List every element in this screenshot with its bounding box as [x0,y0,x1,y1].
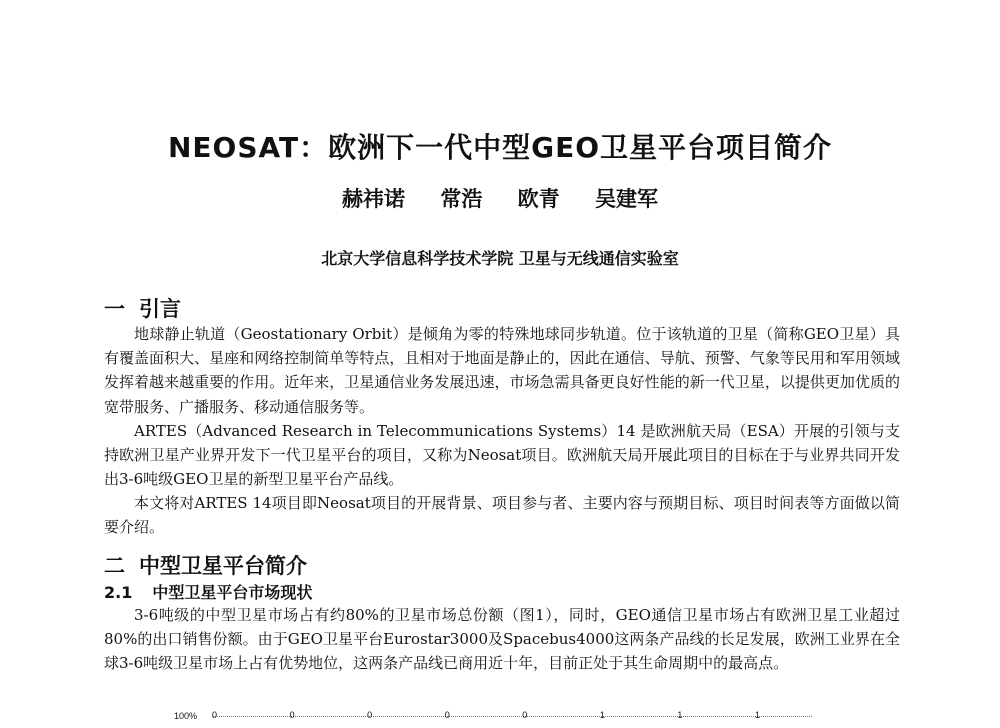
y-axis-top-label: 100% [174,711,198,721]
figure-1-chart-fragment [150,704,850,728]
section-number: 一 [104,297,125,321]
data-point-label: 0 [522,710,528,720]
data-point-label: 0 [444,710,450,720]
paragraph: 本文将对ARTES 14项目即Neosat项目的开展背景、项目参与者、主要内容与预期目标、项目时间表等方面做以简要介绍。 [104,494,900,537]
data-point-label: 1 [599,710,605,720]
subsection-title: 中型卫星平台市场现状 [152,583,313,602]
section-heading-introduction [104,293,181,323]
section-title: 中型卫星平台简介 [139,554,307,578]
author-name: 吴建军 [594,186,658,211]
subsection-number: 2.1 [104,583,133,602]
data-point-label: 0 [212,710,218,720]
author-name: 欧青 [517,186,560,211]
data-point-label: 1 [755,710,761,720]
data-point-label: 0 [289,710,295,720]
section-number: 二 [104,554,125,578]
gridline [212,716,812,717]
author-name: 赫祎诺 [342,186,406,211]
author-name: 常浩 [440,186,483,211]
data-point-label: 0 [367,710,373,720]
affiliation: 北京大学信息科学技术学院 卫星与无线通信实验室 [321,249,679,268]
author-list [0,183,1000,213]
paper-title: NEOSAT：欧洲下一代中型GEO卫星平台项目简介 [167,131,833,164]
paragraph: ARTES（Advanced Research in Telecommunications Systems）14 是欧洲航天局（ESA）开展的引领与支持欧洲卫星产业界开发下一代卫星平台的项目，又称为Neosat项目。欧洲航天局开展此项目的目标在于与业界共同开发出3-6吨级GEO卫星的新型卫星平台产品线。 [104,422,900,489]
subsection-heading [104,580,312,603]
section-heading-platform-overview [104,550,307,580]
paragraph: 3-6吨级的中型卫星市场占有约80%的卫星市场总份额（图1），同时，GEO通信卫星市场占有欧洲卫星工业超过80%的出口销售份额。由于GEO卫星平台Eurostar3000及Spacebus4000这两条产品线的长足发展，欧洲工业界在全球3-6吨级卫星市场上占有优势地位，这两条产品线已商用近十年，目前正处于其生命周期中的最高点。 [104,606,900,673]
paragraph: 地球静止轨道（Geostationary Orbit）是倾角为零的特殊地球同步轨道。位于该轨道的卫星（简称GEO卫星）具有覆盖面积大、星座和网络控制简单等特点，且相对于地面是静止的，因此在通信、导航、预警、气象等民用和军用领域发挥着越来越重要的作用。近年来，卫星通信业务发展迅速，市场急需具备更良好性能的新一代卫星，以提供更加优质的宽带服务、广播服务、移动通信服务等。 [104,325,900,416]
data-point-label: 1 [677,710,683,720]
section-title: 引言 [139,297,181,321]
